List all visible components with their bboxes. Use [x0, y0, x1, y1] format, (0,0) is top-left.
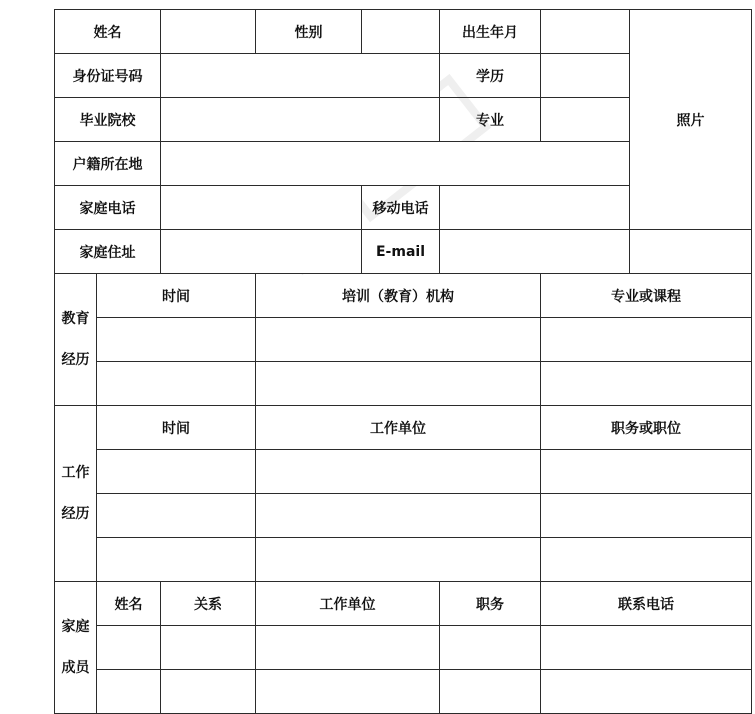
resume-table — [54, 9, 752, 714]
education-title-line2: 经历 — [61, 351, 90, 368]
label-gender: 性别 — [256, 10, 362, 54]
work-employer-cell[interactable] — [256, 494, 541, 538]
label-birth: 出生年月 — [440, 10, 541, 54]
family-header-employer: 工作单位 — [256, 582, 440, 626]
edu-header-time: 时间 — [97, 274, 256, 318]
school-field[interactable] — [161, 98, 440, 142]
family-title-line2: 成员 — [61, 659, 90, 676]
work-employer-cell[interactable] — [256, 450, 541, 494]
home-phone-field[interactable] — [161, 186, 362, 230]
edu-time-cell[interactable] — [97, 318, 256, 362]
photo-bottom-cell — [630, 230, 752, 274]
label-id-number: 身份证号码 — [55, 54, 161, 98]
family-relation-cell[interactable] — [161, 626, 256, 670]
work-title-line1: 工作 — [61, 464, 90, 481]
education-title-line1: 教育 — [61, 310, 90, 327]
edu-row — [55, 318, 752, 362]
edu-header-major: 专业或课程 — [541, 274, 752, 318]
family-name-cell[interactable] — [97, 670, 161, 714]
family-phone-cell[interactable] — [541, 626, 752, 670]
work-row — [55, 450, 752, 494]
work-time-cell[interactable] — [97, 494, 256, 538]
work-row — [55, 494, 752, 538]
family-title-line1: 家庭 — [61, 618, 90, 635]
row-address — [55, 230, 752, 274]
edu-header-row — [55, 274, 752, 318]
family-header-relation: 关系 — [161, 582, 256, 626]
family-section-title — [55, 582, 97, 714]
family-position-cell[interactable] — [440, 670, 541, 714]
family-employer-cell[interactable] — [256, 626, 440, 670]
family-header-row — [55, 582, 752, 626]
email-field[interactable] — [440, 230, 630, 274]
id-number-field[interactable] — [161, 54, 440, 98]
family-relation-cell[interactable] — [161, 670, 256, 714]
work-header-position: 职务或职位 — [541, 406, 752, 450]
work-position-cell[interactable] — [541, 494, 752, 538]
work-employer-cell[interactable] — [256, 538, 541, 582]
edu-major-cell[interactable] — [541, 318, 752, 362]
label-household: 户籍所在地 — [55, 142, 161, 186]
work-header-row — [55, 406, 752, 450]
home-address-field[interactable] — [161, 230, 362, 274]
label-home-phone: 家庭电话 — [55, 186, 161, 230]
household-field[interactable] — [161, 142, 630, 186]
label-major: 专业 — [440, 98, 541, 142]
edu-row — [55, 362, 752, 406]
label-mobile: 移动电话 — [362, 186, 440, 230]
family-header-name: 姓名 — [97, 582, 161, 626]
gender-field[interactable] — [362, 10, 440, 54]
label-name: 姓名 — [55, 10, 161, 54]
family-header-phone: 联系电话 — [541, 582, 752, 626]
edu-header-institution: 培训（教育）机构 — [256, 274, 541, 318]
edu-major-cell[interactable] — [541, 362, 752, 406]
label-school: 毕业院校 — [55, 98, 161, 142]
edu-institution-cell[interactable] — [256, 318, 541, 362]
row-name — [55, 10, 752, 54]
family-row — [55, 670, 752, 714]
work-row — [55, 538, 752, 582]
name-field[interactable] — [161, 10, 256, 54]
work-header-employer: 工作单位 — [256, 406, 541, 450]
work-header-time: 时间 — [97, 406, 256, 450]
work-time-cell[interactable] — [97, 450, 256, 494]
work-title-line2: 经历 — [61, 505, 90, 522]
major-field[interactable] — [541, 98, 630, 142]
label-email: E-mail — [362, 230, 440, 274]
education-field[interactable] — [541, 54, 630, 98]
family-name-cell[interactable] — [97, 626, 161, 670]
label-education: 学历 — [440, 54, 541, 98]
family-phone-cell[interactable] — [541, 670, 752, 714]
education-section-title — [55, 274, 97, 406]
work-section-title — [55, 406, 97, 582]
work-time-cell[interactable] — [97, 538, 256, 582]
work-position-cell[interactable] — [541, 450, 752, 494]
birth-field[interactable] — [541, 10, 630, 54]
work-position-cell[interactable] — [541, 538, 752, 582]
edu-institution-cell[interactable] — [256, 362, 541, 406]
family-row — [55, 626, 752, 670]
photo-cell[interactable]: 照片 — [630, 10, 752, 230]
family-position-cell[interactable] — [440, 626, 541, 670]
family-header-position: 职务 — [440, 582, 541, 626]
family-employer-cell[interactable] — [256, 670, 440, 714]
edu-time-cell[interactable] — [97, 362, 256, 406]
mobile-field[interactable] — [440, 186, 630, 230]
label-home-address: 家庭住址 — [55, 230, 161, 274]
